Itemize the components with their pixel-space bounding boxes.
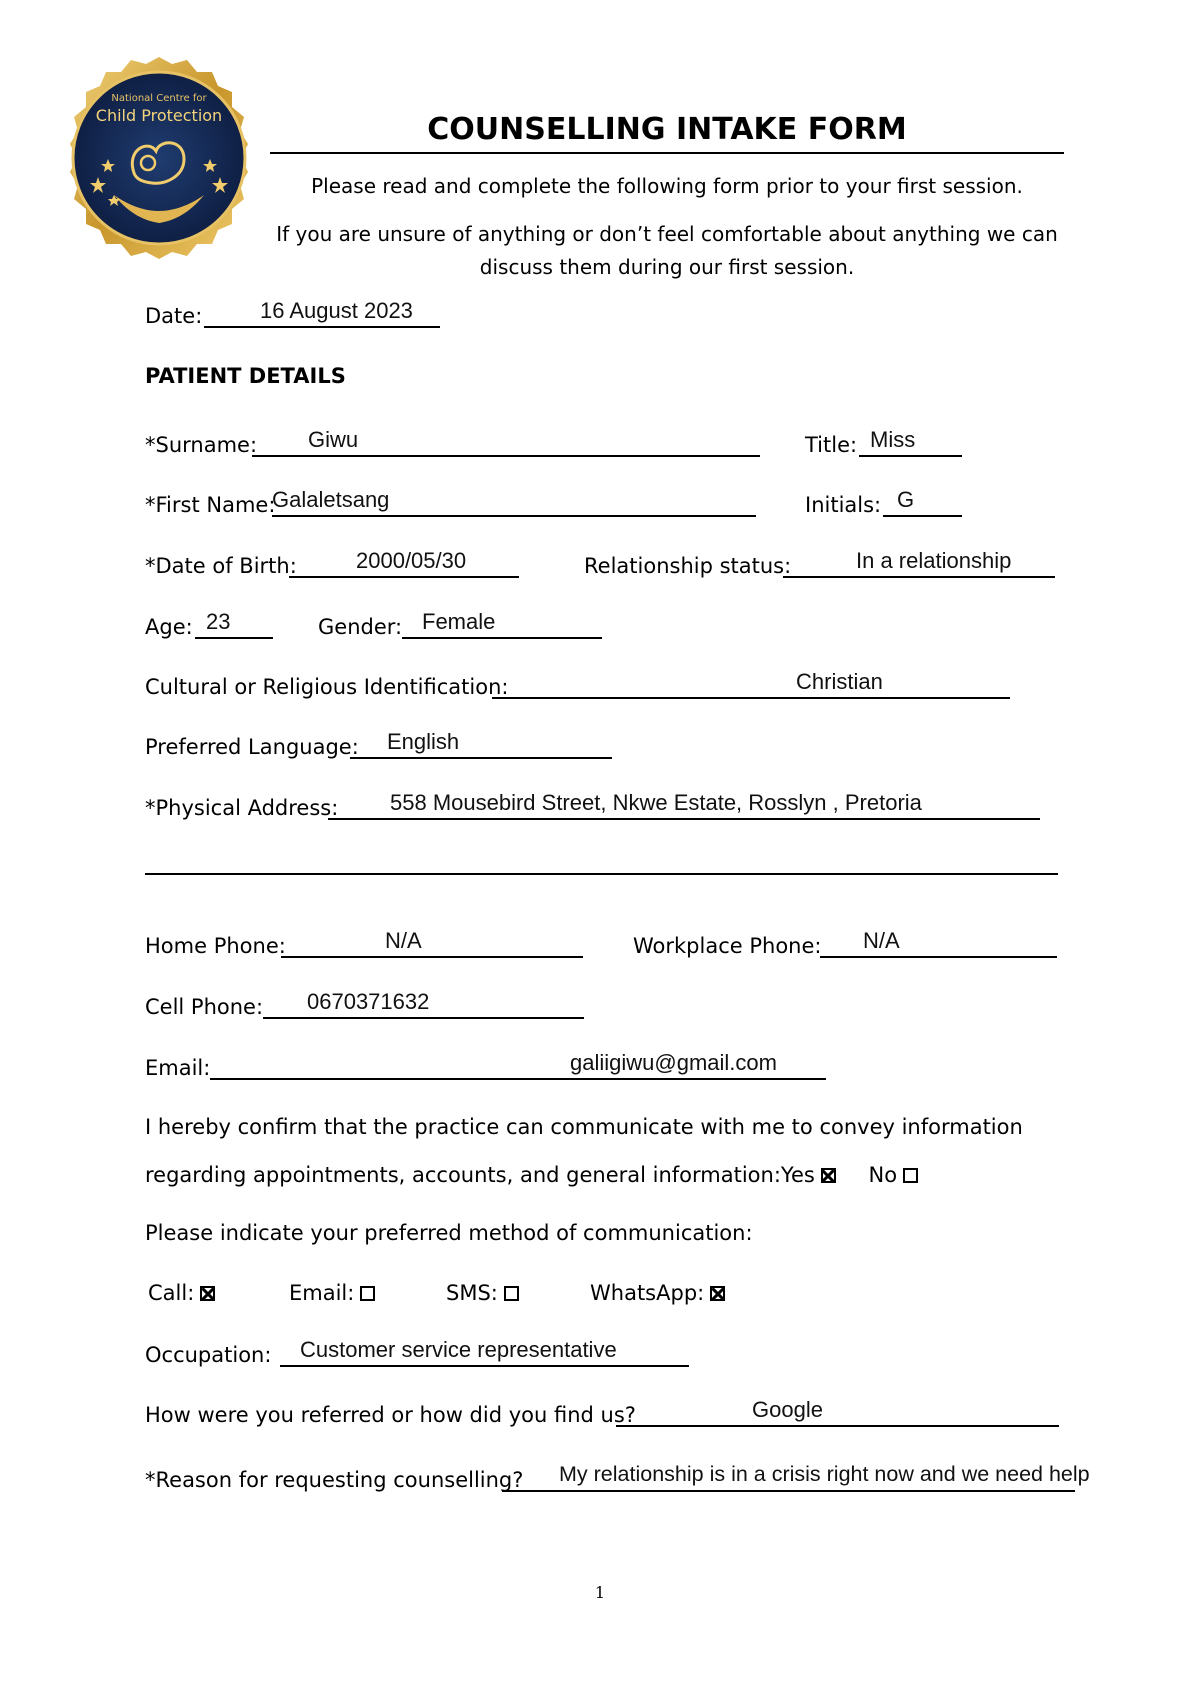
consent-line1: I hereby confirm that the practice can communicate with me to convey information <box>145 1115 1023 1139</box>
comm-sms-checkbox[interactable] <box>504 1286 519 1301</box>
date-label: Date: <box>145 304 203 328</box>
email-field[interactable]: galiigiwu@gmail.com <box>570 1050 777 1075</box>
referral-field[interactable]: Google <box>752 1397 823 1422</box>
title-field[interactable]: Miss <box>870 427 916 452</box>
reason-label: *Reason for requesting counselling? <box>145 1468 524 1492</box>
initials-label: Initials: <box>805 493 882 517</box>
gender-field[interactable]: Female <box>422 609 496 634</box>
dob-line <box>289 576 519 578</box>
occupation-field[interactable]: Customer service representative <box>300 1337 617 1362</box>
reason-line <box>502 1490 1075 1492</box>
surname-field[interactable]: Giwu <box>308 427 359 452</box>
home-phone-label: Home Phone: <box>145 934 286 958</box>
date-line <box>204 326 440 328</box>
comm-option-sms <box>446 1281 519 1305</box>
first-name-field[interactable]: Galaletsang <box>272 487 390 512</box>
work-phone-label: Workplace Phone: <box>633 934 822 958</box>
comm-email-label: Email: <box>289 1281 355 1305</box>
address-label: *Physical Address: <box>145 796 339 820</box>
title-label: Title: <box>805 433 858 457</box>
logo-line1: National Centre for <box>111 93 207 104</box>
title-line <box>859 455 962 457</box>
address-line-2 <box>145 873 1058 875</box>
comm-call-checkbox[interactable] <box>200 1286 215 1301</box>
consent-yes-checkbox[interactable] <box>821 1168 836 1183</box>
age-field[interactable]: 23 <box>206 609 231 634</box>
email-label: Email: <box>145 1056 211 1080</box>
age-label: Age: <box>145 615 193 639</box>
gender-label: Gender: <box>318 615 403 639</box>
address-field[interactable]: 558 Mousebird Street, Nkwe Estate, Rosslyn , Pretoria <box>390 790 922 815</box>
initials-line <box>883 515 962 517</box>
title-underline <box>270 152 1064 154</box>
language-line <box>350 757 612 759</box>
home-phone-line <box>281 956 583 958</box>
cultural-field[interactable]: Christian <box>796 669 883 694</box>
comm-option-email <box>289 1281 375 1305</box>
initials-field[interactable]: G <box>897 487 915 512</box>
referral-label: How were you referred or how did you find us? <box>145 1403 636 1427</box>
comm-whatsapp-label: WhatsApp: <box>590 1281 705 1305</box>
consent-line2-text: regarding appointments, accounts, and general information: <box>145 1163 781 1187</box>
cell-phone-label: Cell Phone: <box>145 995 264 1019</box>
relationship-label: Relationship status: <box>584 554 792 578</box>
work-phone-line <box>820 956 1057 958</box>
organisation-logo <box>56 55 262 261</box>
reason-field[interactable]: My relationship is in a crisis right now and we need help <box>559 1462 1090 1486</box>
cultural-label: Cultural or Religious Identification: <box>145 675 509 699</box>
home-phone-field[interactable]: N/A <box>385 928 422 953</box>
first-name-line <box>272 515 756 517</box>
address-line <box>328 818 1040 820</box>
relationship-field[interactable]: In a relationship <box>856 548 1012 573</box>
occupation-line <box>280 1365 689 1367</box>
referral-line <box>616 1425 1059 1427</box>
comm-whatsapp-checkbox[interactable] <box>710 1286 725 1301</box>
communication-prompt: Please indicate your preferred method of communication: <box>145 1221 753 1245</box>
age-line <box>195 637 273 639</box>
consent-yes-label: Yes <box>780 1163 815 1187</box>
dob-label: *Date of Birth: <box>145 554 297 578</box>
first-name-label: *First Name: <box>145 493 276 517</box>
work-phone-field[interactable]: N/A <box>863 928 900 953</box>
date-field[interactable]: 16 August 2023 <box>260 298 413 323</box>
section-title: PATIENT DETAILS <box>145 364 346 388</box>
page-number: 1 <box>594 1583 606 1602</box>
comm-call-label: Call: <box>148 1281 195 1305</box>
consent-line2 <box>145 1163 918 1187</box>
relationship-line <box>783 576 1055 578</box>
cell-phone-field[interactable]: 0670371632 <box>307 989 430 1014</box>
consent-no-label: No <box>868 1163 898 1187</box>
comm-email-checkbox[interactable] <box>360 1286 375 1301</box>
cultural-line <box>492 697 1010 699</box>
consent-no-checkbox[interactable] <box>903 1168 918 1183</box>
form-note-line1: If you are unsure of anything or don’t feel comfortable about anything we can <box>276 222 1058 246</box>
comm-sms-label: SMS: <box>446 1281 498 1305</box>
email-line <box>210 1078 826 1080</box>
language-field[interactable]: English <box>387 729 460 754</box>
gender-line <box>402 637 602 639</box>
comm-option-whatsapp <box>590 1281 725 1305</box>
surname-line <box>252 455 760 457</box>
comm-option-call <box>148 1281 215 1305</box>
language-label: Preferred Language: <box>145 735 359 759</box>
form-note-line2: discuss them during our first session. <box>479 255 855 279</box>
occupation-label: Occupation: <box>145 1343 272 1367</box>
form-title: COUNSELLING INTAKE FORM <box>427 112 907 147</box>
surname-label: *Surname: <box>145 433 258 457</box>
dob-field[interactable]: 2000/05/30 <box>356 548 467 573</box>
logo-line2: Child Protection <box>95 106 223 125</box>
cell-phone-line <box>263 1017 584 1019</box>
form-instruction: Please read and complete the following form prior to your first session. <box>311 174 1023 198</box>
